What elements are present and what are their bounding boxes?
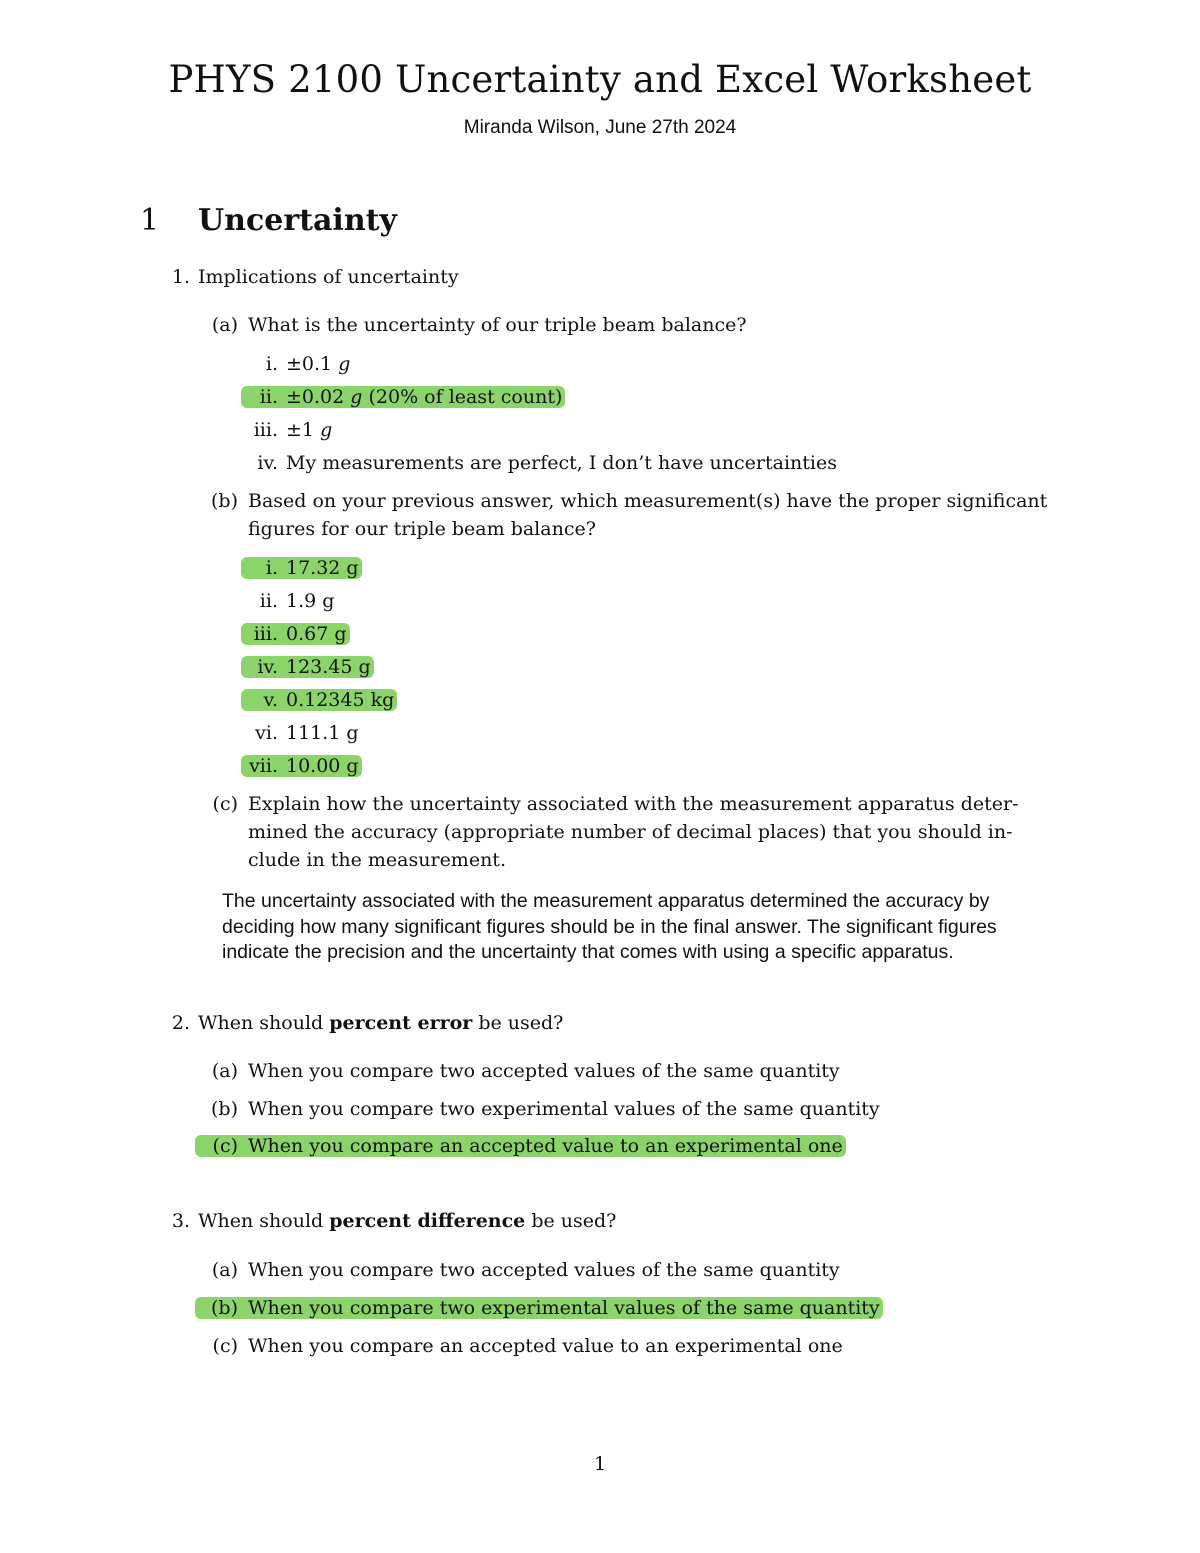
option-text: 111.1 g <box>286 722 359 744</box>
option-1b-vi <box>244 722 359 744</box>
option-3b <box>198 1297 883 1319</box>
question-1c <box>198 793 1018 815</box>
question-1c-line2: mined the accuracy (appropriate number of decimal places) that you should in- <box>248 821 1013 843</box>
option-text: When you compare an accepted value to an experimental one <box>248 1335 843 1357</box>
option-note: (20% of least count) <box>368 386 563 408</box>
highlight-mark <box>241 557 362 579</box>
subquestion-label: (c) <box>212 793 238 815</box>
option-1a-i <box>244 353 350 375</box>
option-label: (a) <box>211 1259 238 1281</box>
highlight-mark <box>241 623 350 645</box>
option-label: i. <box>265 557 278 579</box>
option-label: (c) <box>212 1135 238 1157</box>
option-text: When you compare two accepted values of the same quantity <box>248 1060 840 1082</box>
option-value: My measurements are perfect, I don’t have uncertainties <box>286 452 837 474</box>
option-3a <box>198 1259 840 1281</box>
highlight-mark <box>241 656 374 678</box>
option-label: vi. <box>255 722 278 744</box>
option-unit: g <box>338 353 351 375</box>
option-1a-ii <box>244 386 565 408</box>
option-text: When you compare an accepted value to an experimental one <box>248 1135 843 1157</box>
subquestion-label: (b) <box>211 490 238 512</box>
question-text-bold: percent difference <box>329 1210 526 1232</box>
question-1b <box>198 490 1047 512</box>
question-text-post: be used? <box>531 1210 617 1232</box>
option-1b-iii <box>244 623 350 645</box>
question-2 <box>160 1012 563 1034</box>
question-3 <box>160 1210 616 1232</box>
option-1a-iii <box>244 419 332 441</box>
question-text-bold: percent error <box>329 1012 473 1034</box>
option-1b-ii <box>244 590 334 612</box>
highlight-mark <box>241 386 565 408</box>
option-text: When you compare two experimental values of the same quantity <box>248 1098 880 1120</box>
option-text: 123.45 g <box>286 656 371 678</box>
question-text-post: be used? <box>478 1012 564 1034</box>
question-1a <box>198 314 747 336</box>
option-label: ii. <box>259 590 278 612</box>
option-3c <box>198 1335 843 1357</box>
option-label: v. <box>263 689 278 711</box>
option-text: 0.12345 kg <box>286 689 395 711</box>
option-text: When you compare two accepted values of the same quantity <box>248 1259 840 1281</box>
option-1b-v <box>244 689 397 711</box>
question-text-pre: When should <box>198 1012 324 1034</box>
question-1b-line2: figures for our triple beam balance? <box>248 518 596 540</box>
question-1 <box>160 266 459 288</box>
question-number: 3. <box>171 1210 190 1232</box>
option-2c <box>198 1135 846 1157</box>
option-label: (a) <box>211 1060 238 1082</box>
question-number: 2. <box>171 1012 190 1034</box>
option-label: ii. <box>259 386 278 408</box>
highlight-mark <box>241 689 397 711</box>
subquestion-label: (a) <box>211 314 238 336</box>
option-label: (b) <box>211 1297 238 1319</box>
option-1b-vii <box>244 755 362 777</box>
option-unit: g <box>320 419 333 441</box>
option-text: 17.32 g <box>286 557 359 579</box>
section-title: Uncertainty <box>198 203 397 238</box>
option-unit: g <box>350 386 363 408</box>
highlight-mark <box>195 1297 883 1319</box>
option-label: iii. <box>253 623 278 645</box>
option-label: i. <box>265 353 278 375</box>
question-1c-line3: clude in the measurement. <box>248 849 506 871</box>
option-1a-iv <box>244 452 837 474</box>
section-heading <box>140 203 397 238</box>
page-number: 1 <box>593 1453 607 1475</box>
option-2a <box>198 1060 840 1082</box>
highlight-mark <box>241 755 362 777</box>
answer-paragraph: The uncertainty associated with the measurement apparatus determined the accuracy by deciding how many significant figures should be in the final answer. The significant figures indicate the precision and the uncertainty that comes with using a specific apparatus. <box>222 890 997 963</box>
option-value: ±0.02 <box>286 386 345 408</box>
section-number: 1 <box>140 203 160 238</box>
option-value: ±0.1 <box>286 353 333 375</box>
option-value: ±1 <box>286 419 315 441</box>
option-label: (b) <box>211 1098 238 1120</box>
question-number: 1. <box>171 266 190 288</box>
author-line: Miranda Wilson, June 27th 2024 <box>463 117 737 138</box>
option-text: 10.00 g <box>286 755 359 777</box>
subquestion-text-line1: Explain how the uncertainty associated with the measurement apparatus deter- <box>248 793 1019 815</box>
document-title: PHYS 2100 Uncertainty and Excel Worksheet <box>168 58 1032 101</box>
subquestion-text: What is the uncertainty of our triple beam balance? <box>248 314 747 336</box>
option-label: iv. <box>257 656 278 678</box>
option-1b-iv <box>244 656 374 678</box>
subquestion-text-line1: Based on your previous answer, which measurement(s) have the proper significant <box>248 490 1048 512</box>
option-label: iv. <box>257 452 278 474</box>
option-label: vii. <box>249 755 278 777</box>
question-text-pre: When should <box>198 1210 324 1232</box>
option-text: 1.9 g <box>286 590 335 612</box>
question-text: Implications of uncertainty <box>198 266 459 288</box>
option-2b <box>198 1098 880 1120</box>
option-label: iii. <box>253 419 278 441</box>
highlight-mark <box>195 1135 846 1157</box>
option-1b-i <box>244 557 362 579</box>
option-text: 0.67 g <box>286 623 347 645</box>
option-label: (c) <box>212 1335 238 1357</box>
option-text: When you compare two experimental values of the same quantity <box>248 1297 880 1319</box>
